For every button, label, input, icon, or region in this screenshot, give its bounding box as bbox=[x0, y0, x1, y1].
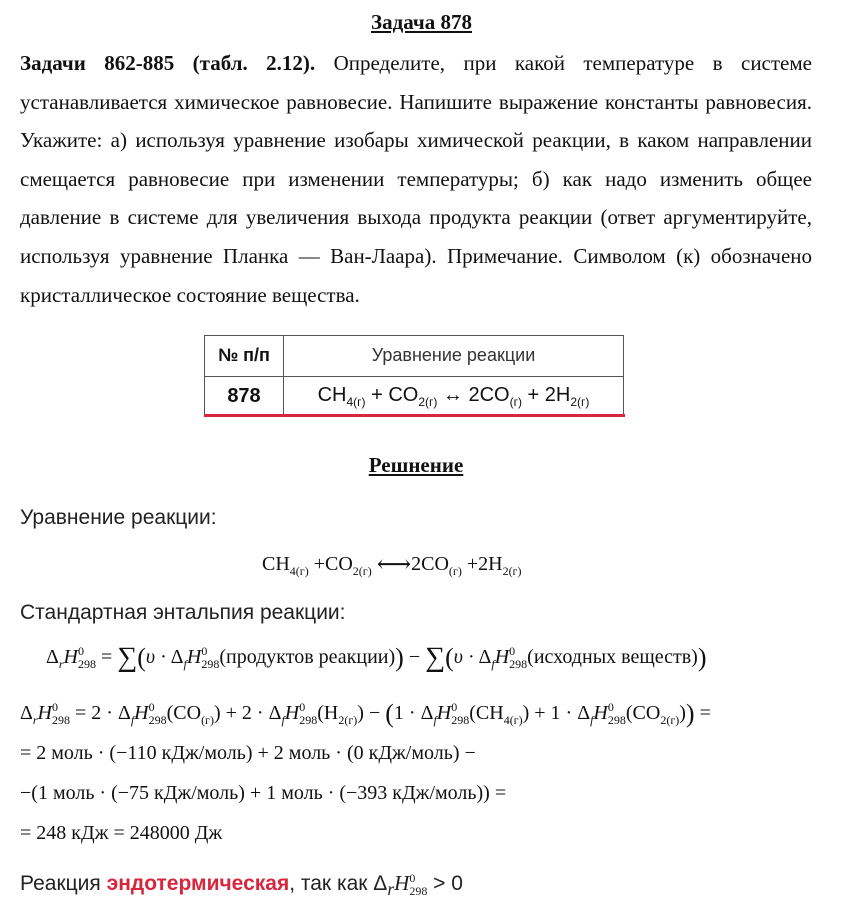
table-header-reaction: Уравнение реакции bbox=[284, 336, 624, 377]
endothermic-highlight: эндотермическая bbox=[106, 872, 290, 895]
task-text: Определите, при какой температуре в системе устанавливается химическое равновесие. Напишите выражение константы равновесия. Укажите: а) используя уравнение изобары химической реакции, в каком направлении смещается равновесие при изменении температуры; б) как надо изменить общее давление в системе для увеличения выхода продукта реакции (ответ аргументируйте, используя уравнение Планка — Ван-Лаара). Примечание. Символом (к) обозначено кристаллическое состояние вещества. bbox=[20, 51, 812, 307]
calc-line-3: −(1 моль · (−75 кДж/моль) + 1 моль · (−393 кДж/моль)) = bbox=[20, 782, 507, 804]
enthalpy-label: Стандартная энтальпия реакции: bbox=[20, 601, 346, 624]
solution-title: Решнение bbox=[368, 453, 464, 477]
table-cell-number: 878 bbox=[205, 376, 284, 417]
table-underline bbox=[204, 414, 625, 417]
table-header-number: № п/п bbox=[205, 336, 284, 377]
task-statement bbox=[20, 44, 812, 314]
reaction-label: Уравнение реакции: bbox=[20, 506, 217, 529]
calc-line-2: = 2 моль · (−110 кДж/моль) + 2 моль · (0 кДж/моль) − bbox=[20, 742, 476, 764]
calc-line-1: $\Delta_rH$ 0 $298 = 2 \cdot \Delta_fH$ 0 $298(CO_{(г)}) + 2 \cdot \Delta_fH$ 0 $298(H_{2(г)}) - (1 \cdot \Delta_fH$ 0 $298(CH_{4(г)}) + 1 \cdot \Delta_fH$ 0 $298(CO_{2(г)})$) = bbox=[20, 699, 711, 728]
conclusion: Реакция эндотермическая, так как $\Delta_rH$ 0 298 > 0 bbox=[20, 871, 463, 900]
calc-line-4: = 248 кДж = 248000 Дж bbox=[20, 822, 223, 844]
problem-title: Задача 878 bbox=[371, 10, 472, 34]
table-cell-reaction: $CH_{4(г)} + CO_{2(г)}$ ↔ $2CO_{(г)} + 2H_{2(г)}$ bbox=[284, 376, 624, 417]
reaction-table bbox=[204, 335, 624, 417]
enthalpy-formula: $\Delta_rH$ 0 $298 = \sum(\upsilon \cdot \Delta_fH$ 0 298(продуктов реакции)) − $\sum(\upsilon \cdot \Delta_fH$ 0 298(исходных веществ)) bbox=[46, 642, 707, 673]
reaction-equation: $CH_{4(г)} +CO_{2(г)}$ $⟷2CO_{(г)} +2H_{2(г)}$ bbox=[262, 552, 522, 578]
task-reference: Задачи 862-885 (табл. 2.12). bbox=[20, 51, 316, 75]
